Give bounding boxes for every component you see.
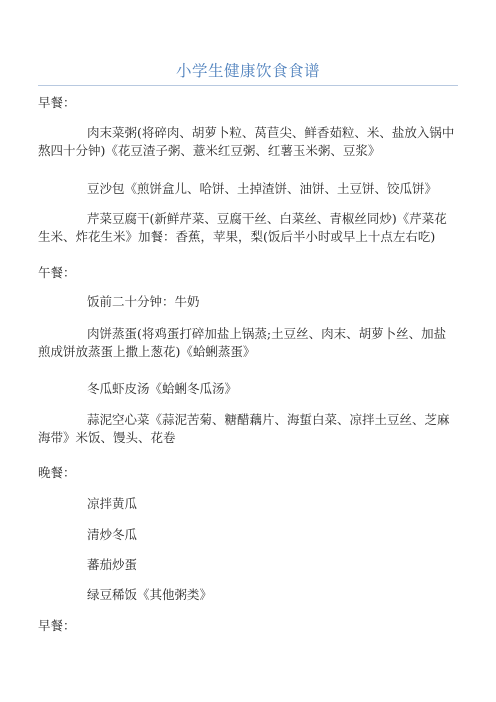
section-heading-breakfast-next: 早餐： — [38, 618, 76, 633]
dinner-item: 绿豆稀饭《其他粥类》 — [87, 587, 213, 602]
dinner-item: 蕃茄炒蛋 — [87, 557, 138, 572]
lunch-item: 蒜泥空心菜《蒜泥苦菊、糖醋藕片、海蜇白菜、凉拌土豆丝、芝麻海带》米饭、馒头、花卷 — [38, 412, 450, 445]
dinner-item: 清炒冬瓜 — [87, 527, 138, 542]
lunch-item: 饭前二十分钟：牛奶 — [87, 294, 200, 309]
breakfast-item: 豆沙包《煎饼盒儿、哈饼、土掉渣饼、油饼、土豆饼、饺瓜饼》 — [87, 181, 438, 196]
section-heading-dinner: 晚餐： — [38, 465, 76, 480]
breakfast-item: 肉末菜粥(将碎肉、胡萝卜粒、莴苣尖、鲜香茹粒、米、盐放入锅中熬四十分钟)《花豆渣子粥、薏米红豆粥、红薯玉米粥、豆浆》 — [38, 125, 455, 158]
lunch-item: 肉饼蒸蛋(将鸡蛋打碎加盐上锅蒸;土豆丝、肉末、胡萝卜丝、加盐煎成饼放蒸蛋上撒上葱花)《蛤蜊蒸蛋》 — [38, 326, 447, 359]
lunch-item: 冬瓜虾皮汤《蛤蜊冬瓜汤》 — [87, 381, 238, 396]
section-heading-breakfast: 早餐： — [38, 95, 76, 110]
title-divider — [38, 85, 458, 86]
breakfast-item: 芹菜豆腐干(新鲜芹菜、豆腐干丝、白菜丝、青椒丝同炒)《芹菜花生米、炸花生米》加餐：香蕉，苹果，梨(饭后半小时或早上十点左右吃) — [38, 211, 447, 244]
document-title: 小学生健康饮食食谱 — [175, 62, 320, 80]
dinner-item: 凉拌黄瓜 — [87, 496, 138, 511]
section-heading-lunch: 午餐： — [38, 265, 76, 280]
